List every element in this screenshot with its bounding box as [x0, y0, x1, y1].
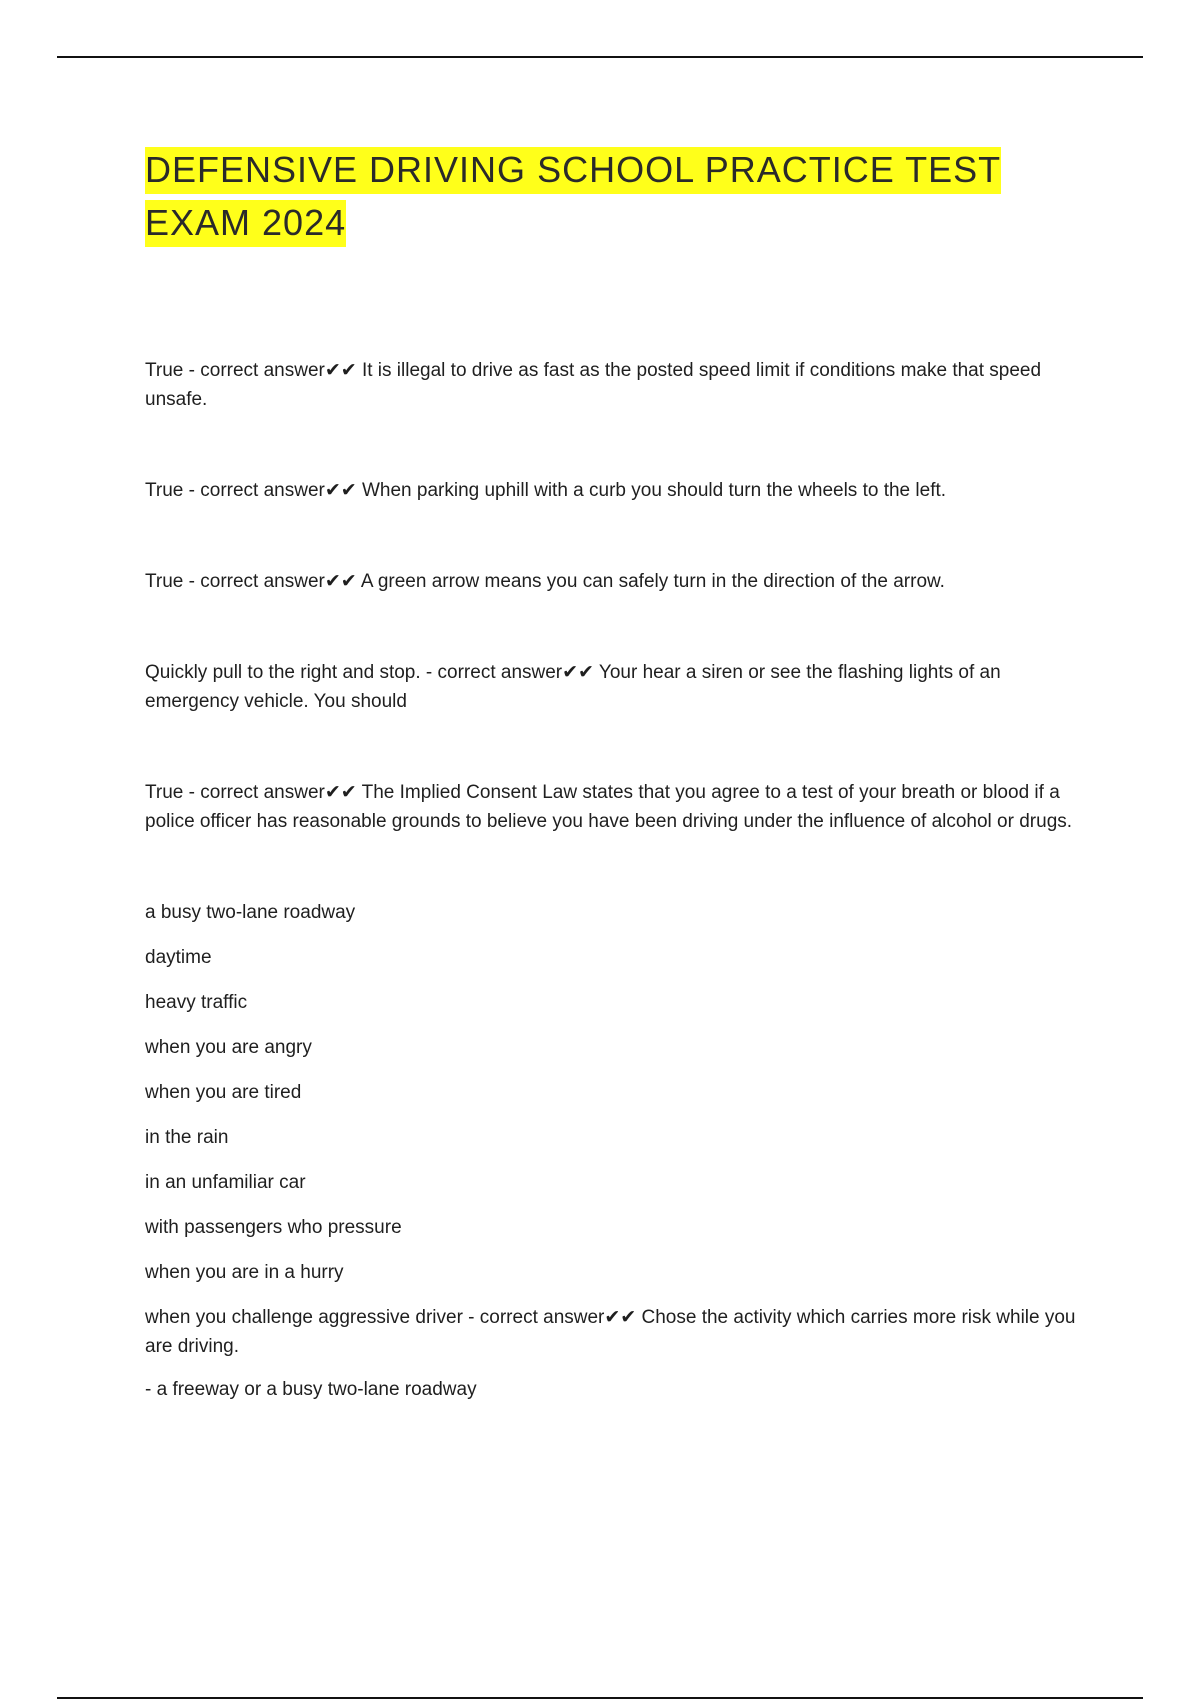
qa-item: [145, 658, 1080, 716]
trailing-line: - a freeway or a busy two-lane roadway: [145, 1379, 477, 1400]
list-item: in the rain: [145, 1127, 229, 1148]
list-item: heavy traffic: [145, 992, 248, 1013]
list-item: when you are tired: [145, 1082, 302, 1103]
qa-item: [145, 778, 1080, 836]
risk-list: [145, 898, 1080, 1404]
qa-item: [145, 356, 1080, 414]
double-check-icon: ✔✔: [324, 360, 357, 381]
double-check-icon: ✔✔: [324, 480, 357, 501]
list-item: a busy two-lane roadway: [145, 902, 356, 923]
question-text: Your hear a siren or see the flashing lights of an emergency vehicle. You should: [145, 662, 1001, 712]
list-item: with passengers who pressure: [145, 1217, 402, 1238]
answer-text: True - correct answer: [145, 480, 325, 501]
document-title: [145, 143, 1075, 249]
qa-item: [145, 567, 1080, 596]
double-check-icon: ✔✔: [324, 782, 357, 803]
list-item: in an unfamiliar car: [145, 1172, 306, 1193]
answer-text: True - correct answer: [145, 360, 325, 381]
double-check-icon: ✔✔: [604, 1307, 637, 1328]
double-check-icon: ✔✔: [562, 662, 594, 683]
footer-rule: [57, 1697, 1143, 1699]
answer-text: Quickly pull to the right and stop. - correct answer: [145, 662, 563, 683]
question-text: The Implied Consent Law states that you agree to a test of your breath or blood if a police officer has reasonable grounds to believe you have been driving under the influence of alcohol or drugs.: [145, 782, 1073, 832]
header-rule: [57, 56, 1143, 58]
list-item: when you are angry: [145, 1037, 312, 1058]
question-text: A green arrow means you can safely turn in the direction of the arrow.: [360, 571, 945, 592]
qa-item: [145, 1303, 1080, 1361]
answer-text: True - correct answer: [145, 571, 325, 592]
question-text: Chose the activity which carries more risk while you are driving.: [145, 1307, 1076, 1357]
answer-text: True - correct answer: [145, 782, 325, 803]
title-highlight: DEFENSIVE DRIVING SCHOOL PRACTICE TEST EXAM 2024: [145, 147, 1001, 247]
qa-item: [145, 476, 1080, 505]
question-text: It is illegal to drive as fast as the posted speed limit if conditions make that speed unsafe.: [145, 360, 1042, 410]
double-check-icon: ✔✔: [324, 571, 357, 592]
question-text: When parking uphill with a curb you should turn the wheels to the left.: [361, 480, 947, 501]
answer-text: when you challenge aggressive driver - correct answer: [145, 1307, 605, 1328]
list-item: when you are in a hurry: [145, 1262, 344, 1283]
list-item: daytime: [145, 947, 212, 968]
document-body: [145, 356, 1080, 1420]
